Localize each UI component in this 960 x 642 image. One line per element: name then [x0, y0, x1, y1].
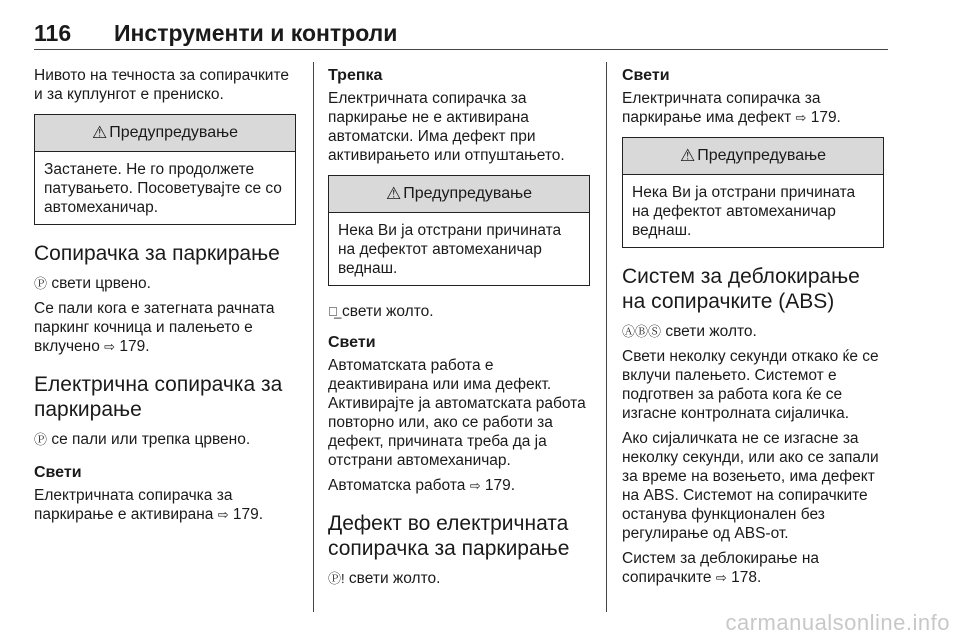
- header-rule: [34, 49, 888, 50]
- warning-box: [34, 114, 296, 225]
- body-text: Автоматска работа: [328, 477, 470, 494]
- page-reference[interactable]: 179.: [228, 506, 264, 523]
- watermark: carmanualsonline.info: [725, 610, 950, 635]
- section-heading-electric-parking-brake: Електрична сопирачка за паркирање: [34, 373, 283, 421]
- column-middle: [328, 66, 590, 594]
- column-divider-1: [313, 62, 314, 612]
- subheading-sveti: Свети: [34, 464, 82, 481]
- page-reference[interactable]: 179.: [480, 477, 516, 494]
- column-right: [622, 66, 884, 593]
- page-reference-arrow-icon: ⇨: [469, 478, 481, 493]
- parking-brake-indicator-line: [34, 274, 296, 293]
- indicator-text: свети жолто.: [661, 323, 757, 340]
- section-heading-parking-brake: Сопирачка за паркирање: [34, 242, 280, 265]
- parking-brake-icon: Ⓟ: [34, 276, 48, 291]
- warning-triangle-icon: ⚠: [91, 123, 108, 142]
- page-reference-arrow-icon: ⇨: [715, 570, 727, 585]
- indicator-text: свети црвено.: [47, 275, 151, 292]
- sveti-text: [34, 486, 296, 524]
- warning-header: [329, 176, 589, 213]
- body-text: Систем за деблокирање на сопирачките: [622, 550, 820, 586]
- warning-box: [328, 175, 590, 286]
- warning-title: Предупредување: [403, 185, 533, 202]
- subheading-sveti: Свети: [328, 334, 376, 351]
- abs-icon: ⒶⒷⓈ: [622, 324, 662, 339]
- indicator-text: свети жолто.: [337, 303, 434, 320]
- abs-paragraph-2: Ако сијаличката не се изгасне за неколку секунди, или ако се запали за време на возењето, има дефект на ABS. Системот на сопирачките останува функционален без регулирање од ABS-от.: [622, 430, 879, 542]
- warning-header: [35, 115, 295, 152]
- electric-brake-indicator-line: [34, 430, 296, 449]
- indicator-text: свети жолто.: [344, 570, 441, 587]
- warning-title: Предупредување: [109, 124, 239, 141]
- fault-indicator-line: [328, 569, 590, 588]
- warning-triangle-icon: ⚠: [679, 146, 696, 165]
- warning-title: Предупредување: [697, 147, 827, 164]
- parking-brake-icon: Ⓟ: [34, 432, 48, 447]
- abs-indicator-line: [622, 322, 884, 341]
- body-text: Се пали кога е затегната рачната паркинг кочница и палењето е вклучено: [34, 300, 275, 355]
- column-left: [34, 66, 296, 530]
- brake-fault-icon: Ⓟ!: [328, 571, 345, 586]
- trepka-text: Електричната сопирачка за паркирање не е активирана автоматски. Има дефект при активирањето или отпуштањето.: [328, 90, 565, 164]
- warning-body: Застанете. Не го продолжете патувањето. Посоветувајте се со автомеханичар.: [44, 161, 282, 216]
- page-reference-arrow-icon: ⇨: [795, 110, 807, 125]
- page-header: [34, 20, 888, 48]
- sveti-text: [622, 89, 884, 127]
- auto-operation-text: [328, 476, 590, 495]
- warning-body: Нека Ви ја отстрани причината на дефектот автомеханичар веднаш.: [338, 222, 562, 277]
- subheading-sveti: Свети: [622, 67, 670, 84]
- subheading-trepka: Трепка: [328, 67, 383, 84]
- abs-reference-text: [622, 549, 884, 587]
- page-number: 116: [34, 20, 72, 46]
- section-heading-abs: Систем за деблокирање на сопирачките (ABS): [622, 265, 860, 313]
- sveti-text: Автоматската работа е деактивирана или има дефект. Активирајте ја автоматската работа повторно или, ако се работи за дефект, причината треба да ја отстрани автомеханичар.: [328, 357, 586, 469]
- page-reference[interactable]: 179.: [115, 338, 150, 355]
- page-reference[interactable]: 178.: [726, 569, 762, 586]
- page-reference-arrow-icon: ⇨: [217, 507, 229, 522]
- page-title: Инструменти и контроли: [114, 20, 398, 46]
- page-reference-arrow-icon: ⇨: [104, 339, 116, 354]
- warning-header: [623, 138, 883, 175]
- abs-paragraph-1: Свети неколку секунди откако ќе се вклучи палењето. Системот е подготвен за работа кога ќе се изгасне контролната сијаличка.: [622, 348, 879, 422]
- warning-triangle-icon: ⚠: [385, 184, 402, 203]
- column-divider-2: [606, 62, 607, 612]
- body-text: Електричната сопирачка за паркирање има дефект: [622, 90, 821, 126]
- auto-parking-icon: Ⓟ̲: [328, 304, 338, 319]
- warning-box: [622, 137, 884, 248]
- warning-body: Нека Ви ја отстрани причината на дефектот автомеханичар веднаш.: [632, 184, 856, 239]
- intro-text: Нивото на течноста за сопирачките и за куплунгот е прениско.: [34, 67, 290, 103]
- body-text: Електричната сопирачка за паркирање е активирана: [34, 487, 233, 523]
- section-heading-brake-fault: Дефект во електричната сопирачка за паркирање: [328, 512, 570, 560]
- page-reference[interactable]: 179.: [806, 109, 841, 126]
- parking-brake-text: [34, 299, 296, 356]
- yellow-indicator-line: [328, 302, 590, 321]
- indicator-text: се пали или трепка црвено.: [47, 431, 251, 448]
